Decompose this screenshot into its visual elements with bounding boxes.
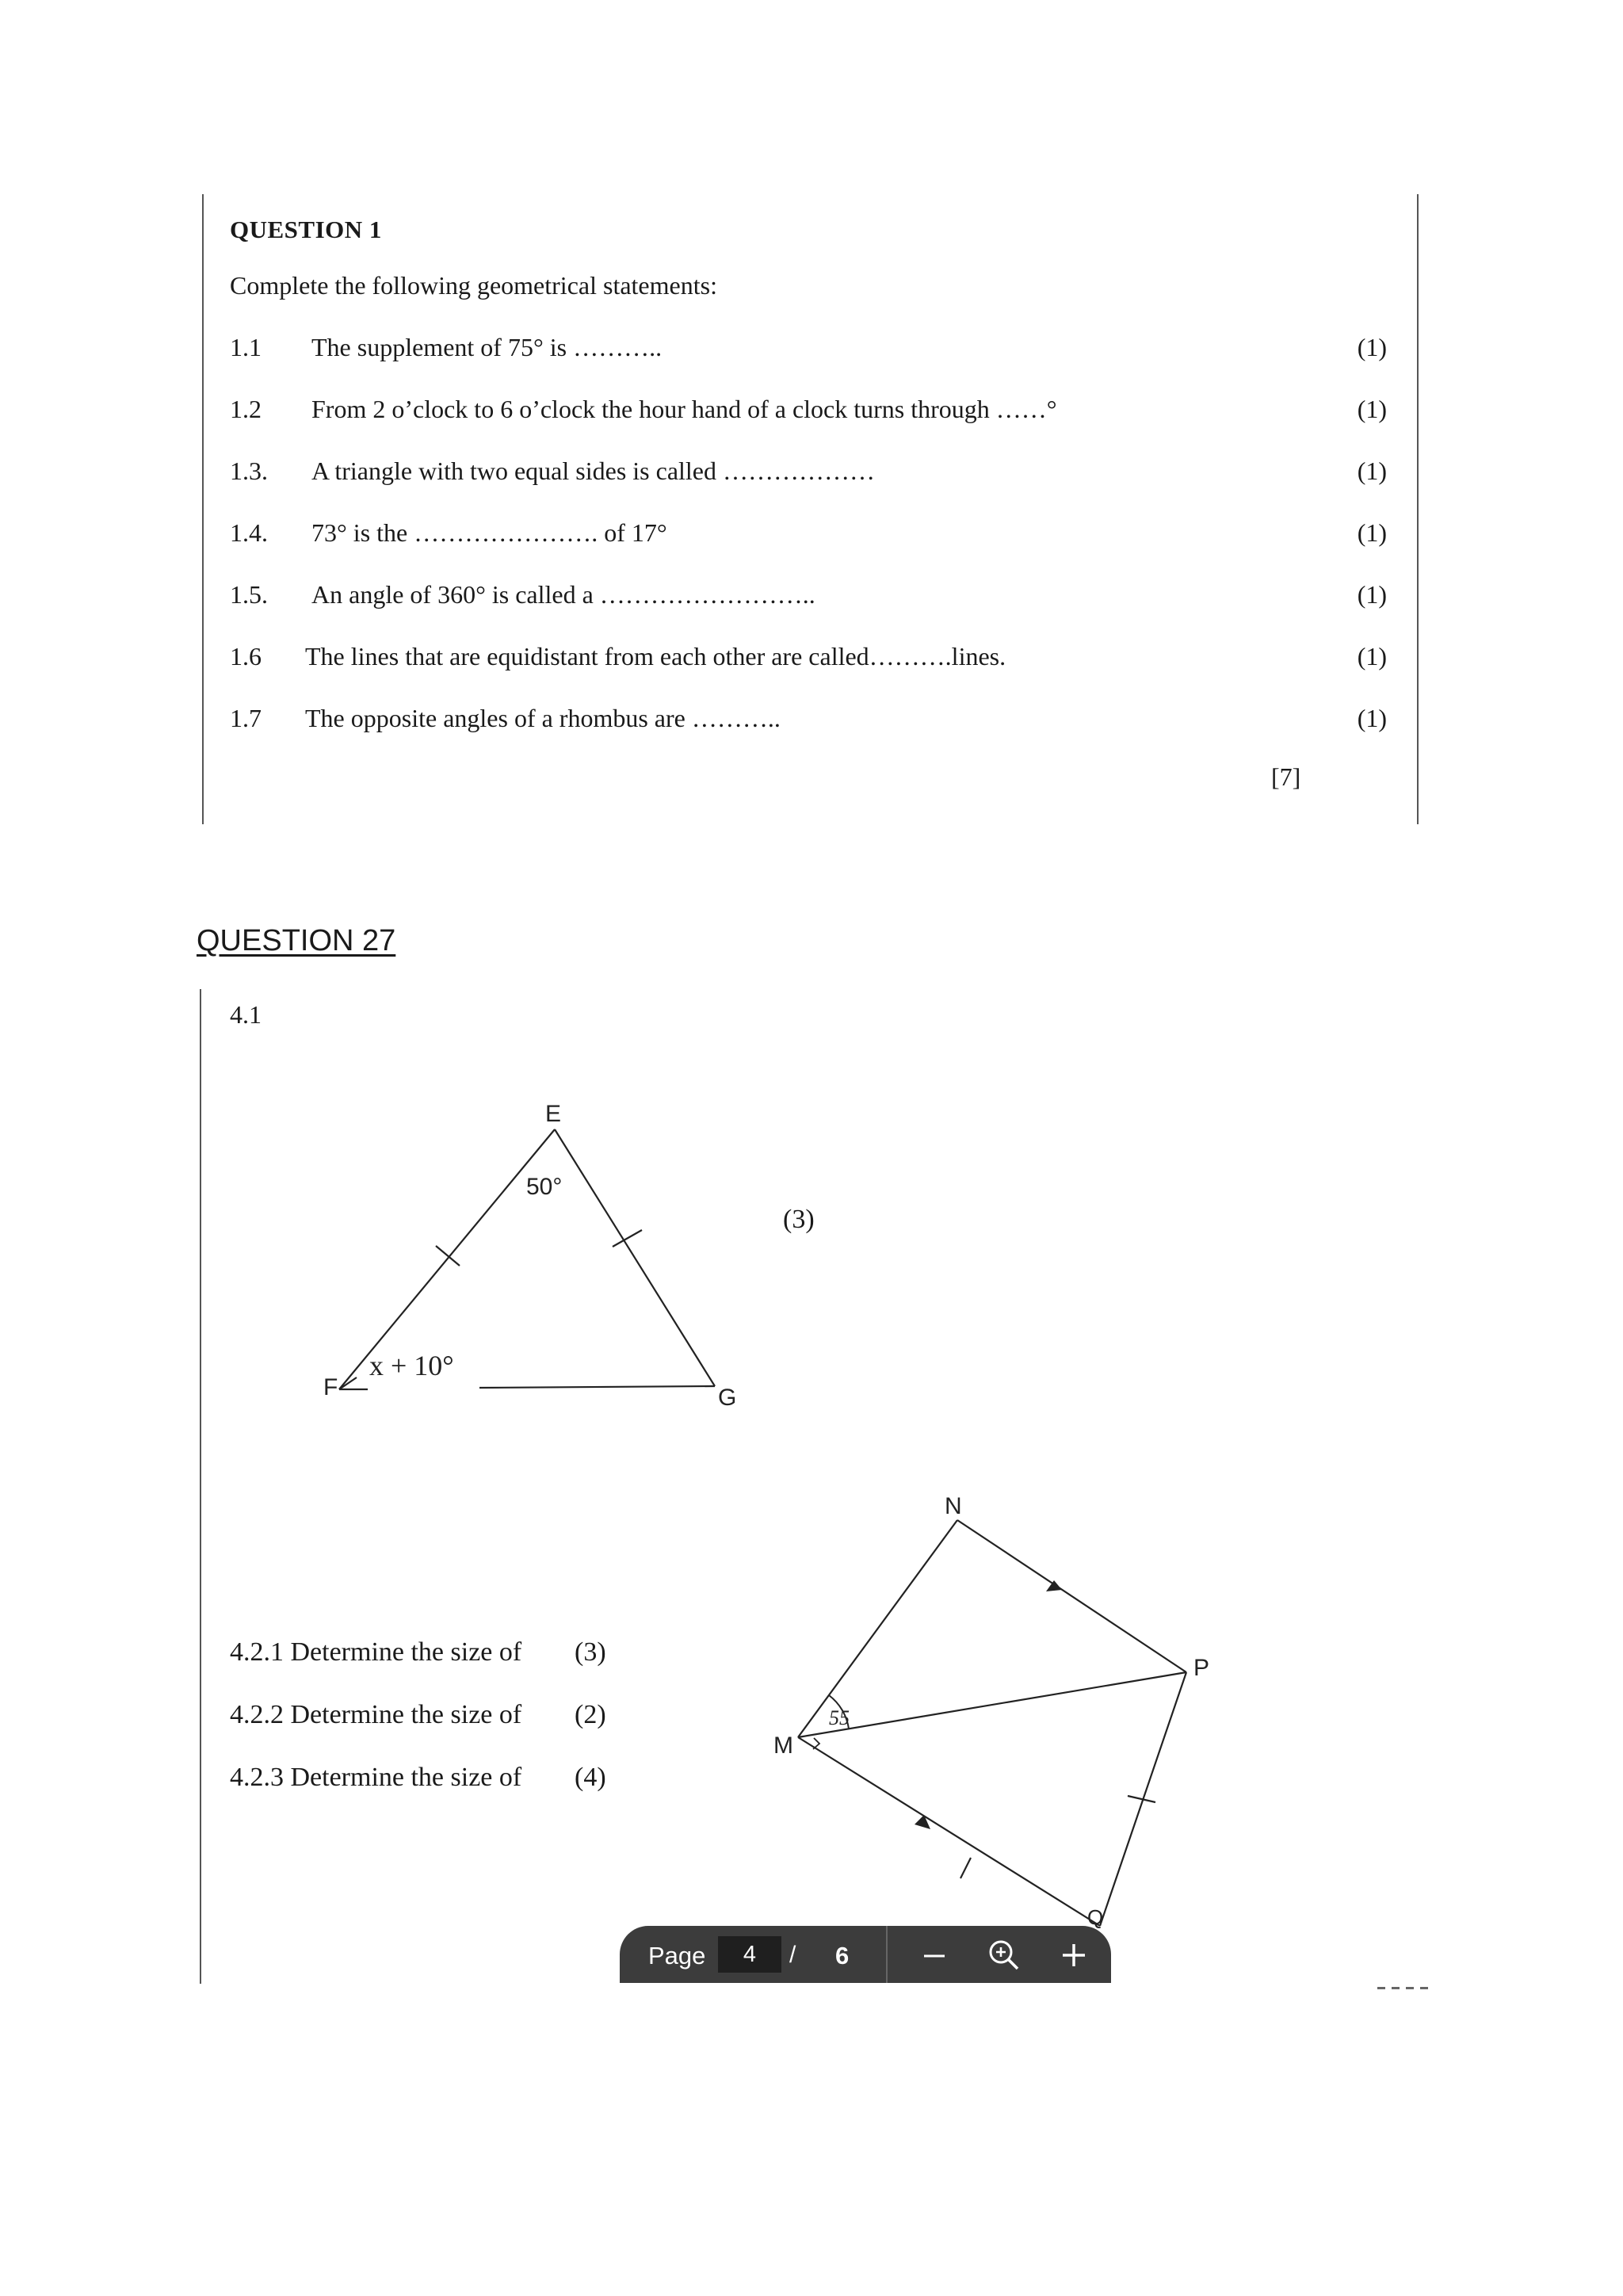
page-label: Page bbox=[648, 1942, 706, 1969]
minus-icon bbox=[915, 1935, 954, 1975]
item-marks: (1) bbox=[1357, 518, 1387, 547]
question-item bbox=[230, 704, 1387, 735]
fit-zoom-button[interactable] bbox=[984, 1935, 1024, 1975]
page-navigation-toolbar bbox=[620, 1926, 1111, 1983]
question-4-1-marks: (3) bbox=[783, 1205, 815, 1234]
subquestion-text: 4.2.3 Determine the size of bbox=[230, 1763, 522, 1792]
subquestion-4-2-3 bbox=[230, 1763, 606, 1793]
question-1-total: [7] bbox=[1271, 762, 1301, 791]
quadrilateral-mnpq-diagram bbox=[769, 1482, 1244, 1929]
item-marks: (1) bbox=[1357, 395, 1387, 423]
question-item bbox=[230, 395, 1387, 426]
item-text: The lines that are equidistant from each other are called……….lines. bbox=[305, 642, 1006, 670]
zoom-magnifier-icon bbox=[984, 1935, 1024, 1975]
page-edge-dash-mark bbox=[1377, 1987, 1434, 1989]
item-number: 1.7 bbox=[230, 704, 262, 732]
parallel-arrow-mq bbox=[915, 1815, 930, 1829]
angle-f-label: x + 10° bbox=[369, 1350, 454, 1381]
parallel-arrow-np bbox=[1046, 1580, 1062, 1591]
page-total: 6 bbox=[835, 1942, 850, 1969]
side-fg bbox=[479, 1386, 715, 1388]
subquestion-marks: (2) bbox=[575, 1700, 606, 1729]
item-text: 73° is the …………………. of 17° bbox=[311, 518, 667, 547]
vertex-g-label: G bbox=[718, 1385, 737, 1411]
side-mq bbox=[798, 1737, 1100, 1926]
vertex-m-label: M bbox=[773, 1733, 793, 1759]
page-number-input[interactable] bbox=[718, 1936, 781, 1973]
subquestion-marks: (4) bbox=[575, 1763, 606, 1792]
item-number: 1.5. bbox=[230, 580, 268, 609]
item-text: A triangle with two equal sides is called ……………… bbox=[311, 457, 875, 485]
subquestion-text: 4.2.1 Determine the size of bbox=[230, 1637, 522, 1667]
vertex-f-label: F bbox=[323, 1374, 338, 1400]
zoom-out-button[interactable] bbox=[915, 1935, 954, 1975]
side-mn bbox=[798, 1520, 957, 1737]
zoom-in-button[interactable] bbox=[1054, 1935, 1094, 1975]
vertex-q-label: Q bbox=[1087, 1905, 1104, 1929]
question-1-title: QUESTION 1 bbox=[230, 216, 382, 243]
item-text: The opposite angles of a rhombus are ……….. bbox=[305, 704, 781, 732]
angle-e-label: 50° bbox=[526, 1174, 563, 1200]
item-marks: (1) bbox=[1357, 457, 1387, 485]
item-number: 1.1 bbox=[230, 333, 262, 361]
item-text: The supplement of 75° is ……….. bbox=[311, 333, 663, 361]
side-eg bbox=[555, 1129, 715, 1386]
question-item bbox=[230, 518, 1387, 550]
page-separator: / bbox=[789, 1942, 796, 1968]
item-marks: (1) bbox=[1357, 580, 1387, 609]
vertex-e-label: E bbox=[545, 1101, 562, 1127]
item-number: 1.2 bbox=[230, 395, 262, 423]
question-item bbox=[230, 580, 1387, 612]
angle-m-small-mark bbox=[813, 1738, 819, 1749]
vertex-n-label: N bbox=[945, 1493, 962, 1519]
item-number: 1.3. bbox=[230, 457, 268, 485]
item-marks: (1) bbox=[1357, 704, 1387, 732]
diagonal-mp bbox=[798, 1672, 1186, 1737]
question-item bbox=[230, 642, 1387, 674]
side-np bbox=[957, 1520, 1186, 1672]
question-1-intro: Complete the following geometrical statements: bbox=[230, 271, 717, 300]
question-4-margin-line bbox=[200, 989, 201, 1984]
question-27-title: QUESTION 27 bbox=[197, 924, 396, 957]
angle-m-label: 55 bbox=[829, 1706, 850, 1729]
item-text: An angle of 360° is called a …………………….. bbox=[311, 580, 815, 609]
subquestion-4-2-2 bbox=[230, 1700, 606, 1730]
item-number: 1.6 bbox=[230, 642, 262, 670]
vertex-p-label: P bbox=[1193, 1655, 1210, 1681]
question-item bbox=[230, 333, 1387, 365]
item-marks: (1) bbox=[1357, 642, 1387, 670]
question-4-1-label: 4.1 bbox=[230, 1000, 262, 1029]
subquestion-4-2-1 bbox=[230, 1637, 606, 1668]
triangle-efg-diagram bbox=[317, 1098, 761, 1415]
subquestion-marks: (3) bbox=[575, 1637, 606, 1667]
item-marks: (1) bbox=[1357, 333, 1387, 361]
question-item bbox=[230, 457, 1387, 488]
item-number: 1.4. bbox=[230, 518, 268, 547]
plus-icon bbox=[1054, 1935, 1094, 1975]
item-text: From 2 o’clock to 6 o’clock the hour hand of a clock turns through ……° bbox=[311, 395, 1057, 423]
equal-tick-mq bbox=[960, 1858, 971, 1878]
toolbar-divider bbox=[886, 1926, 888, 1983]
subquestion-text: 4.2.2 Determine the size of bbox=[230, 1700, 522, 1729]
